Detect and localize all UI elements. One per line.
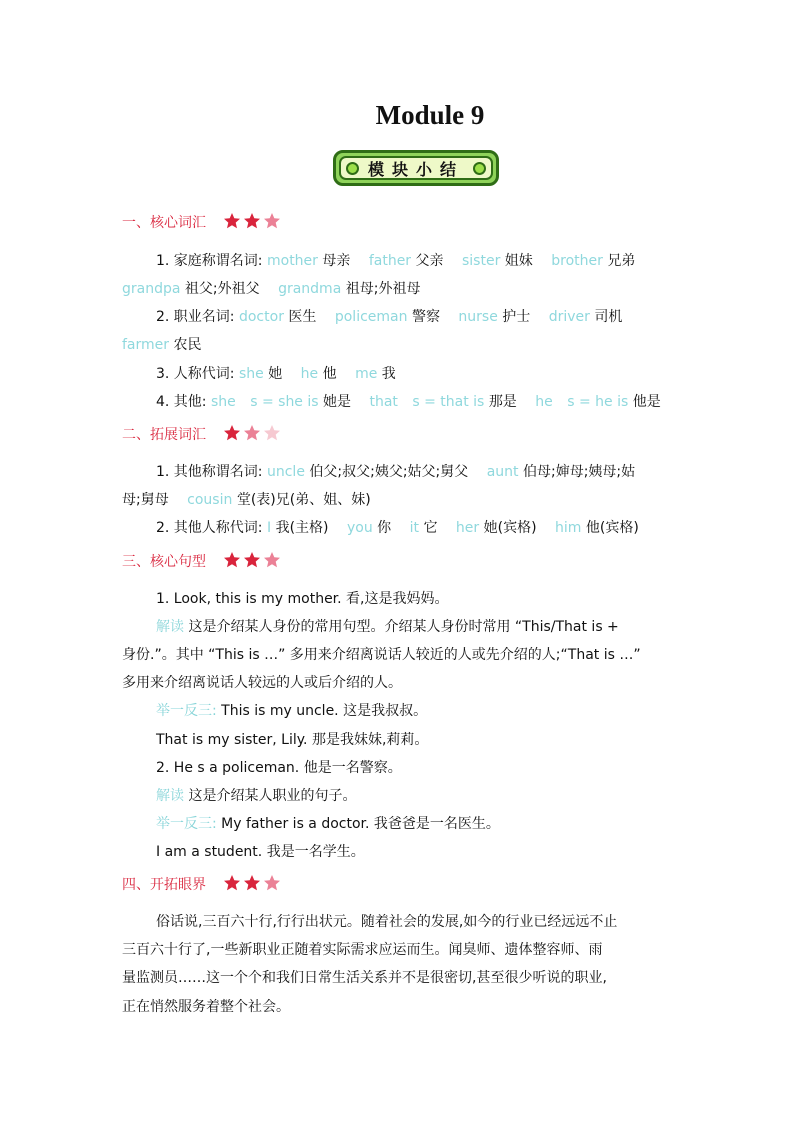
paragraph-line: 三百六十行了,一些新职业正随着实际需求应运而生。闻臭师、遗体整容师、雨 xyxy=(122,942,603,958)
explanation-line: 解读 这是介绍某人职业的句子。 xyxy=(156,788,357,804)
example-line: That is my sister, Lily. 那是我妹妹,莉莉。 xyxy=(156,732,429,748)
rating-stars-icon xyxy=(222,424,282,448)
explanation-line: 解读 这是介绍某人身份的常用句型。介绍某人身份时常用 “This/That is + xyxy=(156,619,619,635)
example-line: 举一反三: This is my uncle. 这是我叔叔。 xyxy=(156,703,428,719)
paragraph-line: 俗话说,三百六十行,行行出状元。随着社会的发展,如今的行业已经远远不止 xyxy=(156,914,618,930)
pattern-sentence: 1. Look, this is my mother. 看,这是我妈妈。 xyxy=(156,591,449,607)
vocab-line: grandpa 祖父;外祖父 grandma 祖母;外祖母 xyxy=(122,281,421,297)
vocab-line: 1. 其他称谓名词: uncle 伯父;叔父;姨父;姑父;舅父 aunt 伯母;婶母;姨母;姑 xyxy=(156,464,636,480)
vocab-line: 4. 其他: she s = she is 她是 that s = that is 那是 he s = he is 他是 xyxy=(156,394,661,410)
explanation-line: 多用来介绍离说话人较远的人或后介绍的人。 xyxy=(122,675,402,691)
paragraph-line: 正在悄然服务着整个社会。 xyxy=(122,999,290,1015)
star-icon xyxy=(262,212,282,230)
example-line: I am a student. 我是一名学生。 xyxy=(156,844,365,860)
paragraph-line: 量监测员……这一个个和我们日常生活关系并不是很密切,甚至很少听说的职业, xyxy=(122,970,607,986)
pattern-sentence: 2. He s a policeman. 他是一名警察。 xyxy=(156,760,402,776)
vocab-line: 2. 职业名词: doctor 医生 policeman 警察 nurse 护士 driver 司机 xyxy=(156,309,623,325)
banner-text: 模块小结 xyxy=(367,159,464,179)
star-icon xyxy=(222,551,242,569)
vocab-line: 1. 家庭称谓名词: mother 母亲 father 父亲 sister 姐妹 brother 兄弟 xyxy=(156,253,636,269)
section-heading-core-patterns: 三、核心句型 xyxy=(122,551,282,575)
green-dot-icon xyxy=(473,162,486,175)
star-icon xyxy=(242,874,262,892)
section-heading-extended-vocab: 二、拓展词汇 xyxy=(122,424,282,448)
vocab-line: 母;舅母 cousin 堂(表)兄(弟、姐、妹) xyxy=(122,492,371,508)
green-dot-icon xyxy=(346,162,359,175)
star-icon xyxy=(242,424,262,442)
star-icon xyxy=(222,212,242,230)
star-icon xyxy=(262,874,282,892)
section-heading-broaden-horizons: 四、开拓眼界 xyxy=(122,874,282,898)
star-icon xyxy=(222,874,242,892)
rating-stars-icon xyxy=(222,874,282,898)
vocab-line: farmer 农民 xyxy=(122,337,202,353)
example-line: 举一反三: My father is a doctor. 我爸爸是一名医生。 xyxy=(156,816,500,832)
rating-stars-icon xyxy=(222,212,282,236)
star-icon xyxy=(242,551,262,569)
rating-stars-icon xyxy=(222,551,282,575)
star-icon xyxy=(262,551,282,569)
vocab-line: 3. 人称代词: she 她 he 他 me 我 xyxy=(156,366,396,382)
module-summary-banner xyxy=(333,150,499,186)
star-icon xyxy=(222,424,242,442)
page-title: Module 9 xyxy=(375,100,485,130)
star-icon xyxy=(242,212,262,230)
explanation-line: 身份.”。其中 “This is …” 多用来介绍离说话人较近的人或先介绍的人;“That is …” xyxy=(122,647,641,663)
section-heading-core-vocab: 一、核心词汇 xyxy=(122,212,282,236)
star-icon xyxy=(262,424,282,442)
vocab-line: 2. 其他人称代词: I 我(主格) you 你 it 它 her 她(宾格) him 他(宾格) xyxy=(156,520,639,536)
